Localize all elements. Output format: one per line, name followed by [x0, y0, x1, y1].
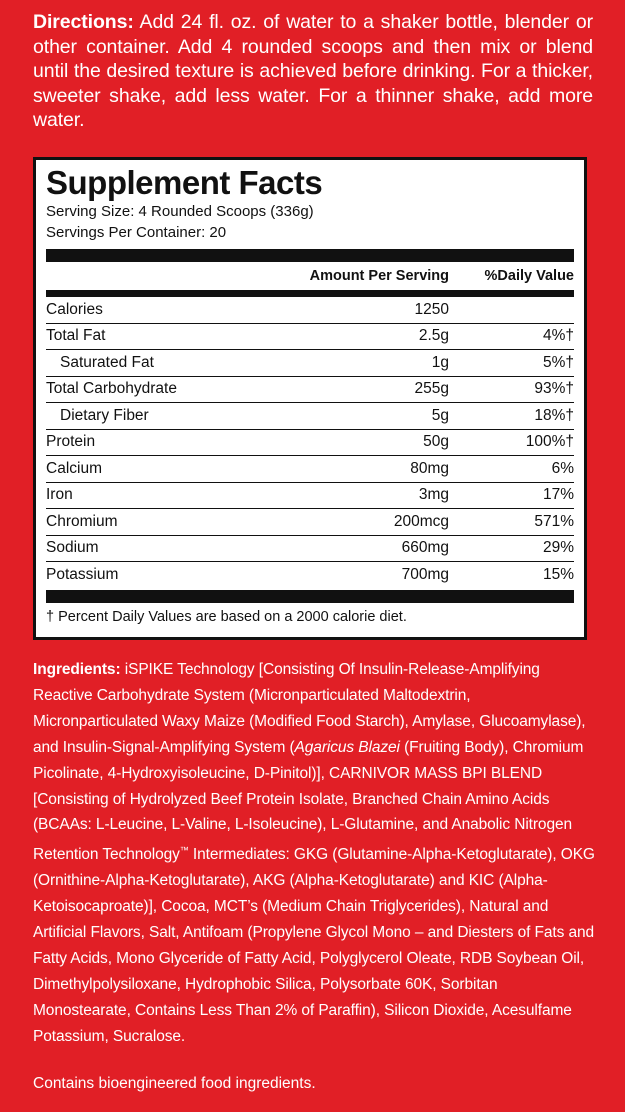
- nutrient-name: Iron: [46, 486, 73, 504]
- header-amount: Amount Per Serving: [309, 268, 449, 284]
- nutrient-daily-value: 4%†: [542, 327, 574, 345]
- nutrient-amount: 80mg: [410, 459, 449, 477]
- nutrient-name: Total Fat: [46, 327, 106, 345]
- nutrient-name: Calories: [46, 300, 103, 318]
- nutrient-name: Saturated Fat: [60, 353, 154, 371]
- nutrient-amount: 1g: [431, 353, 449, 371]
- nutrient-daily-value: 571%: [534, 512, 574, 530]
- nutrient-row-potassium: [46, 562, 574, 588]
- serving-size: Serving Size: 4 Rounded Scoops (336g): [46, 203, 314, 220]
- nutrient-amount: 3mg: [418, 486, 449, 504]
- nutrient-amount: 1250: [414, 300, 449, 318]
- nutrient-name: Dietary Fiber: [60, 406, 149, 424]
- facts-title: Supplement Facts: [46, 164, 323, 201]
- nutrient-row-chromium: [46, 509, 574, 536]
- nutrient-amount: 2.5g: [418, 327, 449, 345]
- nutrient-row-sodium: [46, 536, 574, 563]
- nutrient-name: Chromium: [46, 512, 118, 530]
- daily-value-footnote: † Percent Daily Values are based on a 2000 calorie diet.: [46, 608, 407, 625]
- ingredients-label: Ingredients:: [33, 661, 121, 678]
- nutrient-name: Protein: [46, 433, 96, 451]
- nutrient-amount: 255g: [414, 380, 449, 398]
- facts-header-row: [46, 262, 574, 290]
- divider-medium: [46, 290, 574, 297]
- nutrient-row-total-carbohydrate: [46, 377, 574, 404]
- nutrient-daily-value: 93%†: [534, 380, 574, 398]
- nutrient-row-total-fat: [46, 324, 574, 351]
- ingredients-text-part3: Intermediates: GKG (Glutamine-Alpha-Ketoglutarate), OKG (Ornithine-Alpha-Ketoglutarate), AKG (Alpha-Ketoglutarate) and KIC (Alpha-Ketoisocaproate)], Cocoa, MCT’s (Medium Chain Triglycerides), Natural and Artificial Flavors, Salt, Antifoam (Propylene Glycol Mono – and Diesters of Fats and Fatty Acids, Mono Glyceride of Fatty Acid, Polyglycerol Oleate, RDB Soybean Oil, Dimethylpolysiloxane, Hydrophobic Silica, Polysorbate 60K, Sorbitan Monostearate, Contains Less Than 2% of Paraffin), Silicon Dioxide, Acesulfame Potassium, Sucralose.: [33, 846, 595, 1045]
- nutrient-daily-value: 5%†: [542, 353, 574, 371]
- nutrient-amount: 5g: [431, 406, 449, 424]
- nutrient-name: Potassium: [46, 565, 119, 583]
- directions-label: Directions:: [33, 11, 134, 33]
- nutrient-daily-value: 15%: [542, 565, 574, 583]
- ingredients-text-part1: iSPIKE Technology [Consisting Of Insulin-Release-Amplifying Reactive Carbohydrate System (Micronparticulated Maltodextrin, Micronparticulated Waxy Maize (Modified Food Starch), Amylase, Glucoamylase), and Insulin-Signal-Amplifying System (: [33, 661, 586, 756]
- nutrient-amount: 50g: [423, 433, 449, 451]
- trademark-symbol: ™: [179, 845, 189, 856]
- ingredients-text-part2: (Fruiting Body), Chromium Picolinate, 4-Hydroxyisoleucine, D-Pinitol)], CARNIVOR MASS BPI BLEND [Consisting of Hydrolyzed Beef Protein Isolate, Branched Chain Amino Acids (BCAAs: L-Leucine, L-Valine, L-Isoleucine), L-Glutamine, and Anabolic Nitrogen Retention Technology: [33, 738, 584, 864]
- nutrient-name: Sodium: [46, 539, 99, 557]
- nutrient-row-dietary-fiber: [46, 403, 574, 430]
- divider-thick: [46, 249, 574, 262]
- nutrient-amount: 200mcg: [393, 512, 449, 530]
- nutrient-row-protein: [46, 430, 574, 457]
- nutrient-row-iron: [46, 483, 574, 510]
- nutrient-amount: 660mg: [401, 539, 449, 557]
- nutrient-amount: 700mg: [401, 565, 449, 583]
- header-daily-value: %Daily Value: [484, 268, 574, 284]
- ingredients-text-italic: Agaricus Blazei: [294, 738, 400, 756]
- nutrient-row-calcium: [46, 456, 574, 483]
- supplement-facts-panel: [33, 157, 587, 640]
- nutrient-daily-value: 17%: [542, 486, 574, 504]
- servings-per-container: Servings Per Container: 20: [46, 224, 227, 241]
- nutrient-name: Calcium: [46, 459, 102, 477]
- directions-paragraph: [33, 10, 593, 133]
- nutrient-daily-value: 100%†: [525, 433, 574, 451]
- nutrient-daily-value: 29%: [542, 539, 574, 557]
- nutrient-row-calories: [46, 297, 574, 324]
- ingredients-paragraph: [33, 657, 598, 1050]
- bioengineered-notice: Contains bioengineered food ingredients.: [33, 1075, 316, 1092]
- nutrient-row-saturated-fat: [46, 350, 574, 377]
- nutrient-daily-value: 18%†: [534, 406, 574, 424]
- nutrient-daily-value: 6%: [551, 459, 574, 477]
- divider-thick-bottom: [46, 590, 574, 603]
- directions-text: Add 24 fl. oz. of water to a shaker bottle, blender or other container. Add 4 rounded scoops and then mix or blend until the desired texture is achieved before drinking. For a thicker, sweeter shake, add less water. For a thinner shake, add more water.: [33, 11, 594, 131]
- nutrient-name: Total Carbohydrate: [46, 380, 177, 398]
